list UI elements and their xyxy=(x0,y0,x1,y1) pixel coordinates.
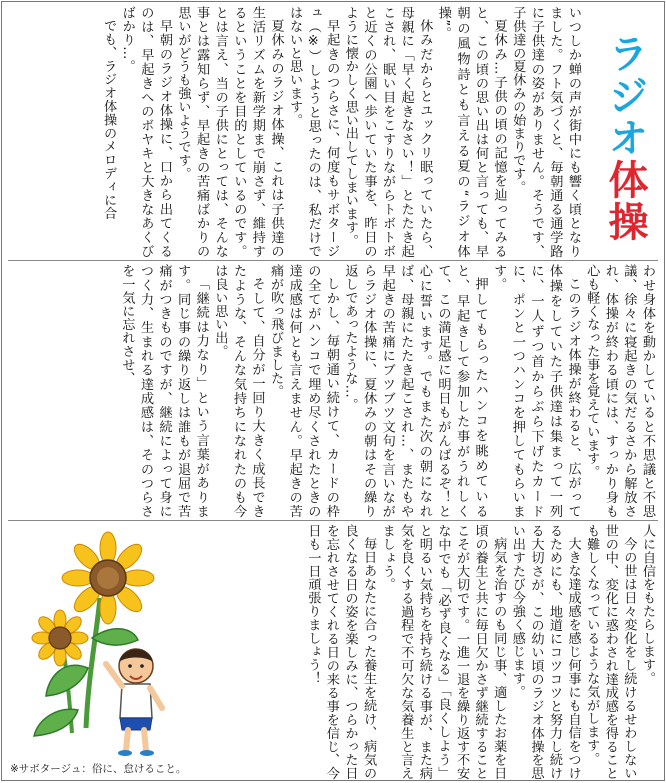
page-title xyxy=(596,22,654,254)
article-text-band-2 xyxy=(10,264,656,518)
article-text-band-1 xyxy=(10,6,582,258)
paragraph: 大きな達成感を感じ何事にも自信をつけるためにも、地道にコツコツと努力し続ける大切さが、この幼い頃のラジオ体操を思い出すたび今強く感じます。 xyxy=(509,524,581,780)
sunflower-large xyxy=(62,532,154,624)
paragraph: そして、自分が一回り大きく成長できたような、そんな気持ちになれたのも今は良い思い出。 xyxy=(212,264,265,518)
paragraph: 病気を治すのも同じ事、適したお薬を日頃の養生と共に毎日欠かさず継続することこそが大切です。一進一退を繰り返す不安な中でも「必ず良くなる」「良くしよう」と明るい気持ちを持ち続ける事が、また病気を良くする過程で不可欠な気養生と言えましょう。 xyxy=(379,524,507,780)
title-kanji: 体操 xyxy=(602,159,648,243)
paragraph: いつしか蝉の声が街中にも響く頃となりました。フト気づくと、毎朝通る通学路に子供達の姿がありません。そうです、子供達の夏休みの始まりです。 xyxy=(510,6,581,258)
paragraph: 人に自信をもたらします。 xyxy=(640,524,655,685)
sunflower-small xyxy=(32,610,88,666)
footnote: ※サボタージュ：俗に、怠けること。 xyxy=(10,763,187,775)
column-band-2 xyxy=(2,264,664,518)
boy-figure xyxy=(106,649,162,756)
paragraph: このラジオ体操が終わると、広がって体操をしていた子供達は集まって一列に、一人ずつ首からぶら下げたカードに、ポンと一つハンコを押してもらいます。 xyxy=(491,264,581,518)
paragraph: 早起きのつらさに、何度もサボタージュ（※）しようと思ったのは、私だけではないと思います。 xyxy=(287,6,340,258)
paragraph: 早朝のラジオ体操に、口から出てくるのは、早起きへのボヤキと大きなあくびばかり…。 xyxy=(119,6,172,258)
divider xyxy=(8,260,658,261)
paragraph: 押してもらったハンコを眺めていると、早起きして参加した事がうれしくて、この満足感に明日もがんばるぞ！と心に誓います。でもまた次の朝になれば、母親にたたき起こされ…、またもや早起きの苦痛にブツブツ文句を言いながらラジオ体操に、夏休みの朝はその繰り返しであったような…。 xyxy=(342,264,488,518)
title-kana: ラジオ xyxy=(602,33,648,159)
divider xyxy=(8,520,658,521)
paragraph: 夏休み…子供の頃の記憶を辿ってみると、この頃の思い出は何と言っても、早朝の風物詩とも言える夏の“ラジオ体操”。 xyxy=(435,6,507,258)
paragraph: 毎日あなたに合った養生を続け、病気の良くなる日の姿を楽しみに、つらかった日を忘れさせてくれる日の来る事を信じ、今日も一日頑張りましょう！ xyxy=(305,524,377,780)
paragraph: しかし、毎朝通い続けて、カードの枠の全てがハンコで埋め尽くされたときの達成感は何とも言えません。早起きの苦痛が吹っ飛びました。 xyxy=(268,264,339,518)
column-band-1 xyxy=(2,6,664,258)
article-text-band-3 xyxy=(202,524,656,780)
paragraph: でも、ラジオ体操のメロディに合 xyxy=(101,19,117,221)
paragraph: 今の世は日々変化をし続けるせわしない世の中、変化に惑わされ達成感を得ることも難しくなっているような気がします。 xyxy=(584,524,637,780)
column-band-3 xyxy=(2,524,664,780)
paragraph: 「継続は力なり」という言葉があります。同じ事の繰り返しは誰もが退屈で苦痛がつきものですが、継続によって身につく力、生まれる達成感は、そのつらさを一気に忘れさせ、 xyxy=(119,264,209,518)
sunflower-boy-illustration xyxy=(8,528,198,756)
newsletter-page xyxy=(1,1,665,781)
paragraph: 夏休みのラジオ体操、これは子供達の生活リズムを新学期まで崩さず、維持するということを目的としているのです。とは言え、当の子供にとっては、そんな事とは露知らず、早起きの苦痛ばかりの思いがどうも強いようです。 xyxy=(175,6,284,258)
paragraph: 休みだからとユックリ眠っていたら、母親に「早く起きなさい！」とたたき起こされ、眠い目をこすりながらトボトボと近くの公園へ歩いていた事を、昨日のように懐かしく思い出してしまいます。 xyxy=(342,6,433,258)
paragraph: わせ身体を動かしていると不思議と不思議、徐々に寝起きの気だるさから解放され、体操が終わる頃には、すっかり身も心も軽くなった事を覚えています。 xyxy=(584,264,655,518)
